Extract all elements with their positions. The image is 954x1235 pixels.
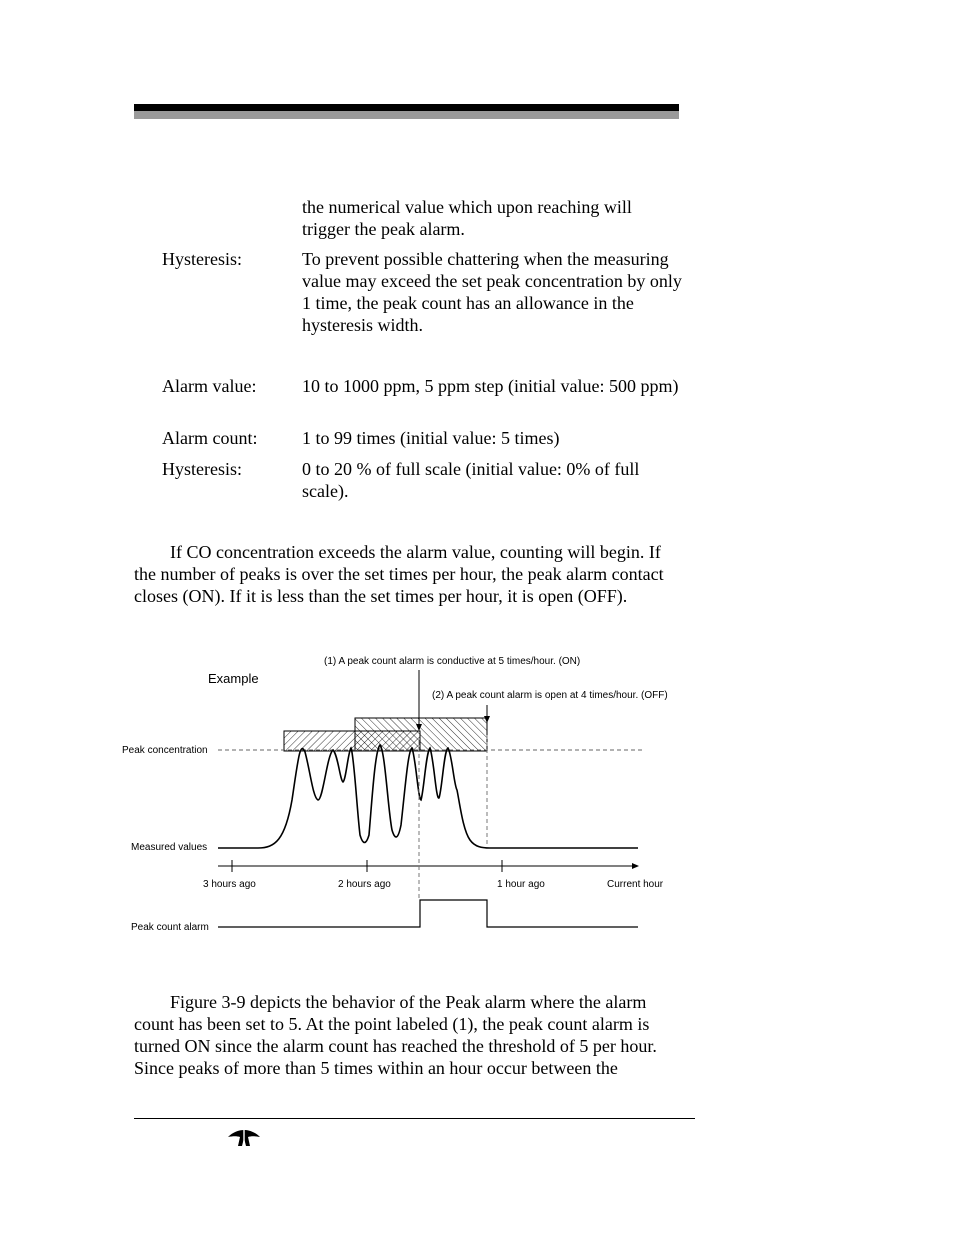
hysteresis-term: Hysteresis: <box>162 249 242 269</box>
tick-label-current: Current hour <box>607 879 664 890</box>
tick-label-1-hour: 1 hour ago <box>497 879 545 890</box>
annotation-2: (2) A peak count alarm is open at 4 times/hour. (OFF) <box>432 690 668 701</box>
hysteresis-setting-term: Hysteresis: <box>162 459 242 479</box>
footer-rule <box>134 1118 695 1119</box>
alarm-value-term: Alarm value: <box>162 376 257 396</box>
figure-example-label: Example <box>208 671 259 686</box>
header-rule-black <box>134 104 679 111</box>
alarm-count-term: Alarm count: <box>162 428 258 448</box>
measured-values-curve <box>218 745 638 848</box>
hysteresis-setting: 0 to 20 % of full scale (initial value: 0% of full scale). <box>302 459 640 501</box>
peak-alarm-figure <box>0 640 954 950</box>
alarm-count-setting: 1 to 99 times (initial value: 5 times) <box>302 428 560 448</box>
tick-label-2-hours: 2 hours ago <box>338 879 391 890</box>
teledyne-logo-icon <box>225 1128 263 1148</box>
tick-label-3-hours: 3 hours ago <box>203 879 256 890</box>
hatch-window-2 <box>355 718 487 751</box>
alarm-value-setting: 10 to 1000 ppm, 5 ppm step (initial value: 500 ppm) <box>302 376 679 396</box>
paragraph-peak-counting: If CO concentration exceeds the alarm value, counting will begin. If the number of peaks is over the set times per hour, the peak alarm contact closes (ON). If it is less than the set times per hour, it is open (OFF). <box>134 542 664 606</box>
paragraph-figure-description: Figure 3-9 depicts the behavior of the Peak alarm where the alarm count has been set to 5. At the point labeled (1), the peak count alarm is turned ON since the alarm count has reached the threshold of 5 per hour. Since peaks of more than 5 times within an hour occur between the <box>134 992 657 1078</box>
header-rule-gray <box>134 111 679 119</box>
peak-count-alarm-label: Peak count alarm <box>131 922 209 933</box>
hysteresis-definition: To prevent possible chattering when the measuring value may exceed the set peak concentration by only 1 time, the peak count has an allowance in the hysteresis width. <box>302 249 682 335</box>
definition-continuation: the numerical value which upon reaching will trigger the peak alarm. <box>302 197 632 239</box>
peak-count-alarm-signal <box>218 900 638 927</box>
measured-values-label: Measured values <box>131 842 208 853</box>
peak-concentration-label: Peak concentration <box>122 745 208 756</box>
annotation-1: (1) A peak count alarm is conductive at 5 times/hour. (ON) <box>324 656 581 667</box>
